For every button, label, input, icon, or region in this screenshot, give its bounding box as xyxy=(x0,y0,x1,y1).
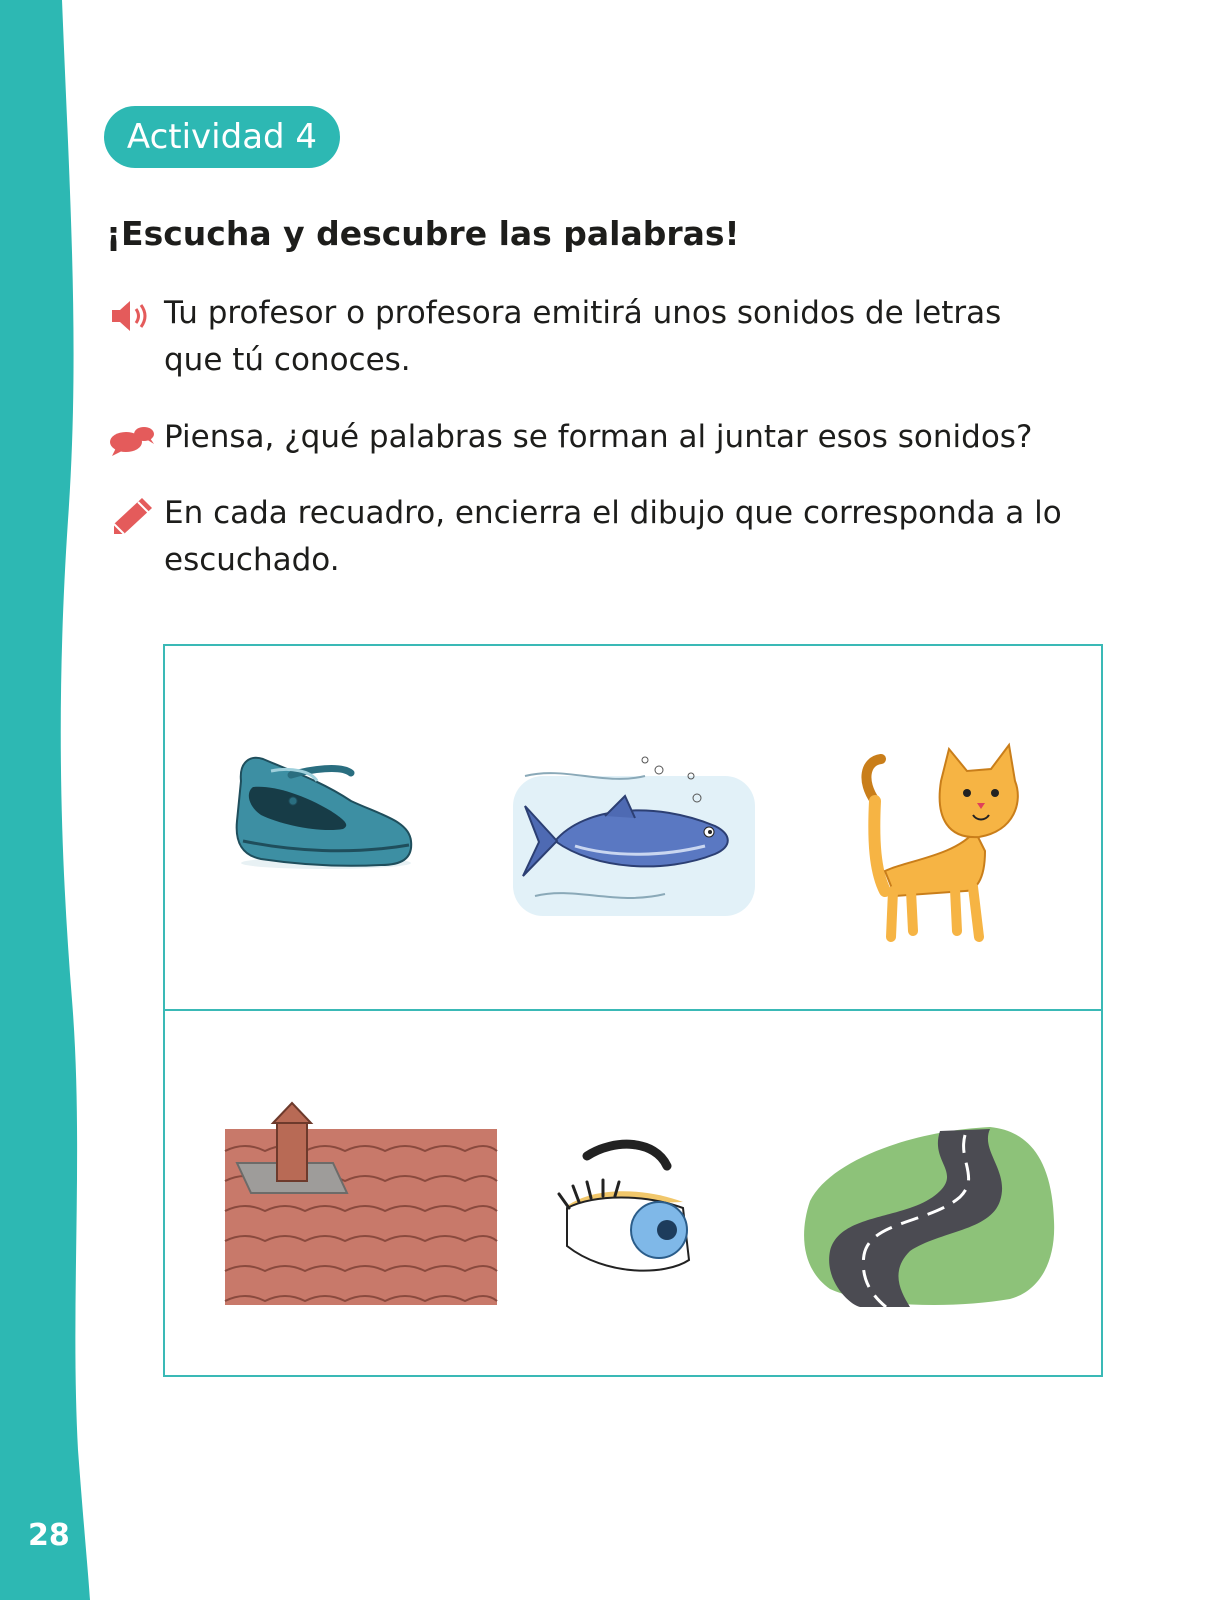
cat-illustration[interactable] xyxy=(845,741,1035,951)
eye-illustration[interactable] xyxy=(555,1136,705,1286)
speaker-icon xyxy=(108,296,156,336)
grid-divider xyxy=(165,1009,1101,1011)
road-illustration[interactable] xyxy=(790,1121,1060,1311)
instruction-listen xyxy=(108,290,1064,384)
picture-grid xyxy=(163,644,1103,1377)
activity-label: Actividad 4 xyxy=(104,106,340,168)
page-number: 28 xyxy=(28,1518,70,1553)
sidebar-band xyxy=(0,0,110,1600)
instruction-circle xyxy=(108,490,1064,584)
page-title: ¡Escucha y descubre las palabras! xyxy=(106,214,740,253)
shoe-illustration[interactable] xyxy=(231,741,421,881)
instruction-text: Tu profesor o profesora emitirá unos sonidos de letras que tú conoces. xyxy=(164,295,1002,378)
pencil-icon xyxy=(108,496,156,536)
fish-illustration[interactable] xyxy=(495,746,765,926)
instruction-think xyxy=(108,414,1064,461)
instruction-text: Piensa, ¿qué palabras se forman al juntar esos sonidos? xyxy=(164,419,1033,455)
instruction-text: En cada recuadro, encierra el dibujo que corresponda a lo escuchado. xyxy=(164,495,1062,578)
roof-illustration[interactable] xyxy=(215,1101,505,1311)
speech-bubbles-icon xyxy=(108,420,156,460)
